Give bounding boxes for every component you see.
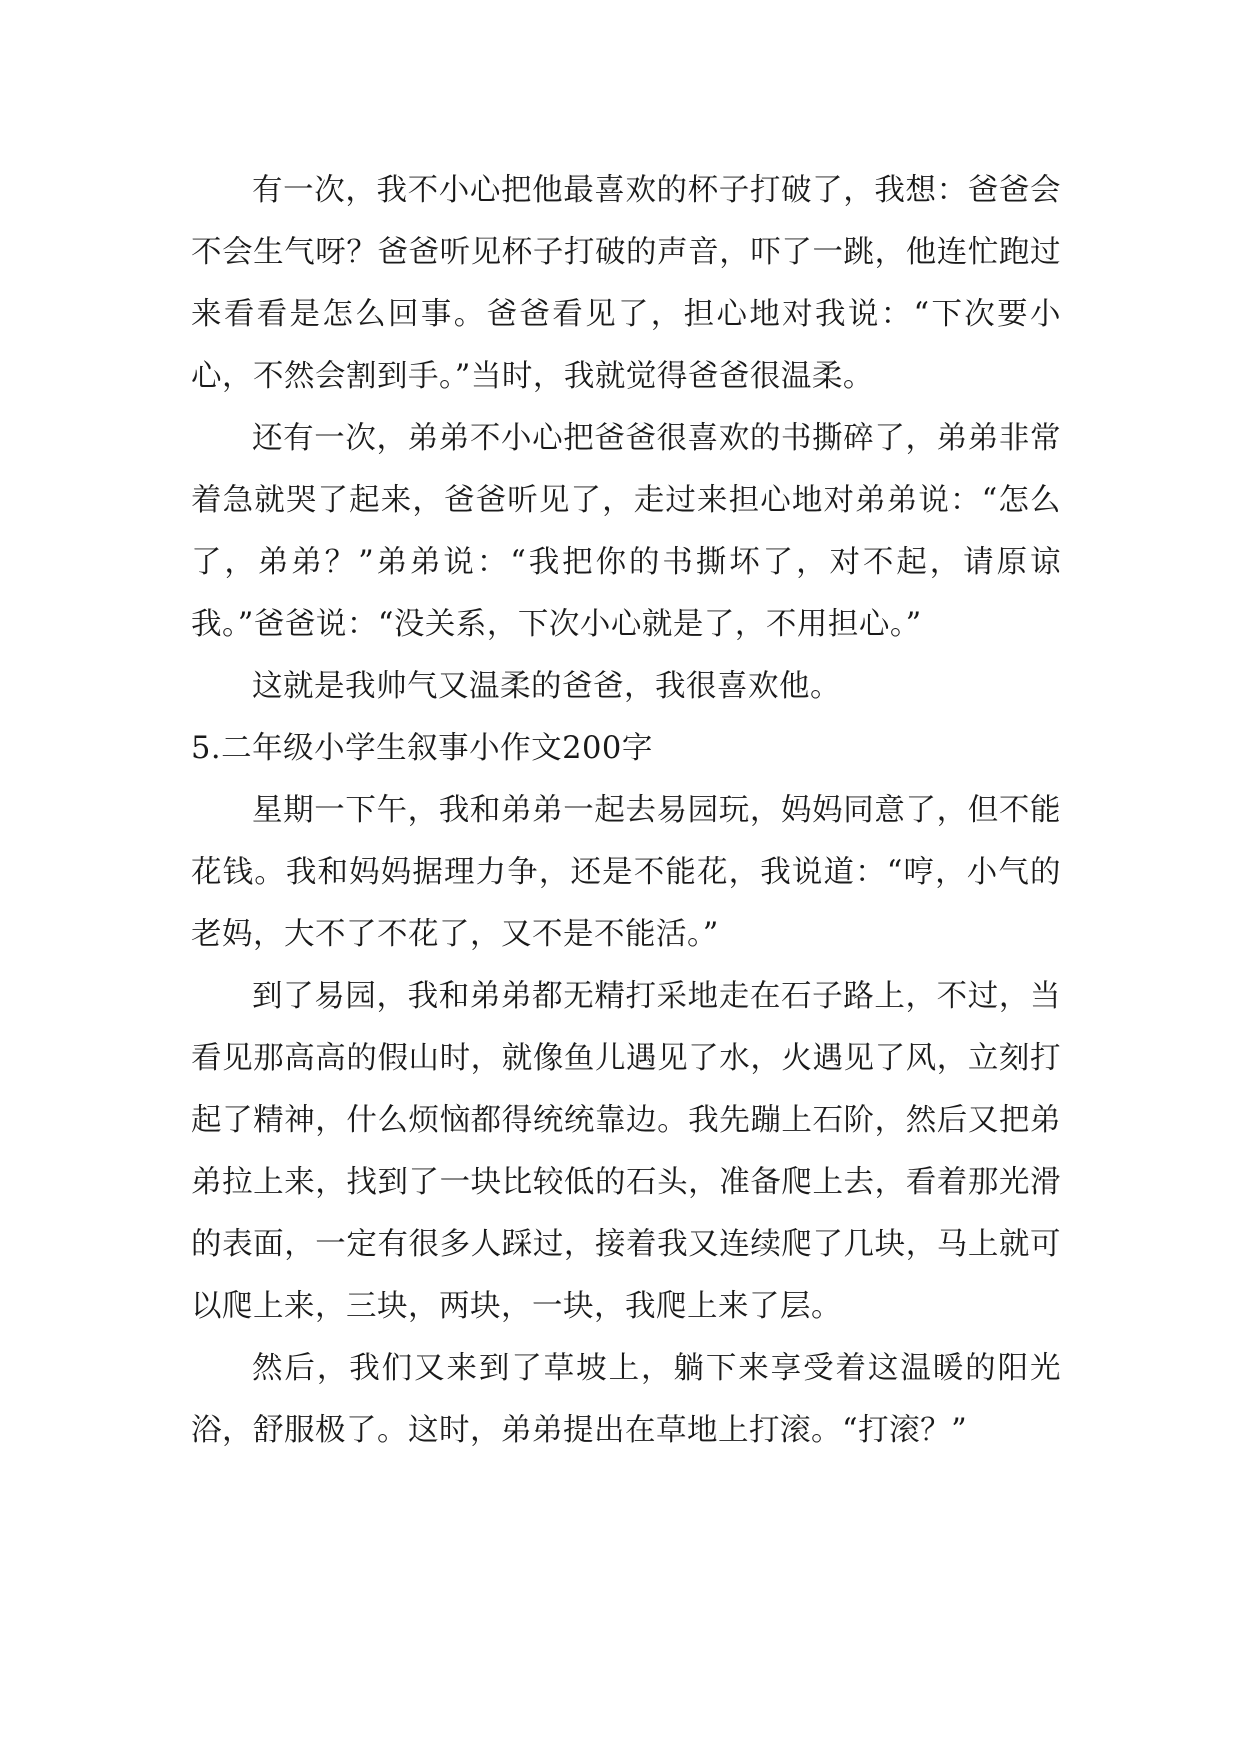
paragraph-monday-afternoon: 星期一下午，我和弟弟一起去易园玩，妈妈同意了，但不能花钱。我和妈妈据理力争，还是不能花，我说道：“哼，小气的老妈，大不了不花了，又不是不能活。” [191,793,1061,952]
paragraph-book-story: 还有一次，弟弟不小心把爸爸很喜欢的书撕碎了，弟弟非常着急就哭了起来，爸爸听见了，走过来担心地对弟弟说：“怎么了，弟弟？”弟弟说：“我把你的书撕坏了，对不起，请原谅我。”爸爸说：“没关系，下次小心就是了，不用担心。” [191,421,1061,642]
paragraph-cup-story: 有一次，我不小心把他最喜欢的杯子打破了，我想：爸爸会不会生气呀？爸爸听见杯子打破的声音，吓了一跳，他连忙跑过来看看是怎么回事。爸爸看见了，担心地对我说：“下次要小心，不然会割到手。”当时，我就觉得爸爸很温柔。 [191,173,1061,394]
paragraph-grass-slope: 然后，我们又来到了草坡上，躺下来享受着这温暖的阳光浴，舒服极了。这时，弟弟提出在草地上打滚。“打滚？” [191,1351,1061,1448]
section-heading: 5.二年级小学生叙事小作文200字 [191,731,653,766]
paragraph-rockery-climb: 到了易园，我和弟弟都无精打采地走在石子路上，不过，当看见那高高的假山时，就像鱼儿遇见了水，火遇见了风，立刻打起了精神，什么烦恼都得统统靠边。我先蹦上石阶，然后又把弟弟拉上来，找到了一块比较低的石头，准备爬上去，看着那光滑的表面，一定有很多人踩过，接着我又连续爬了几块，马上就可以爬上来，三块，两块，一块，我爬上来了层。 [191,979,1061,1324]
paragraph-conclusion: 这就是我帅气又温柔的爸爸，我很喜欢他。 [252,669,841,704]
document-body [191,160,1061,1462]
